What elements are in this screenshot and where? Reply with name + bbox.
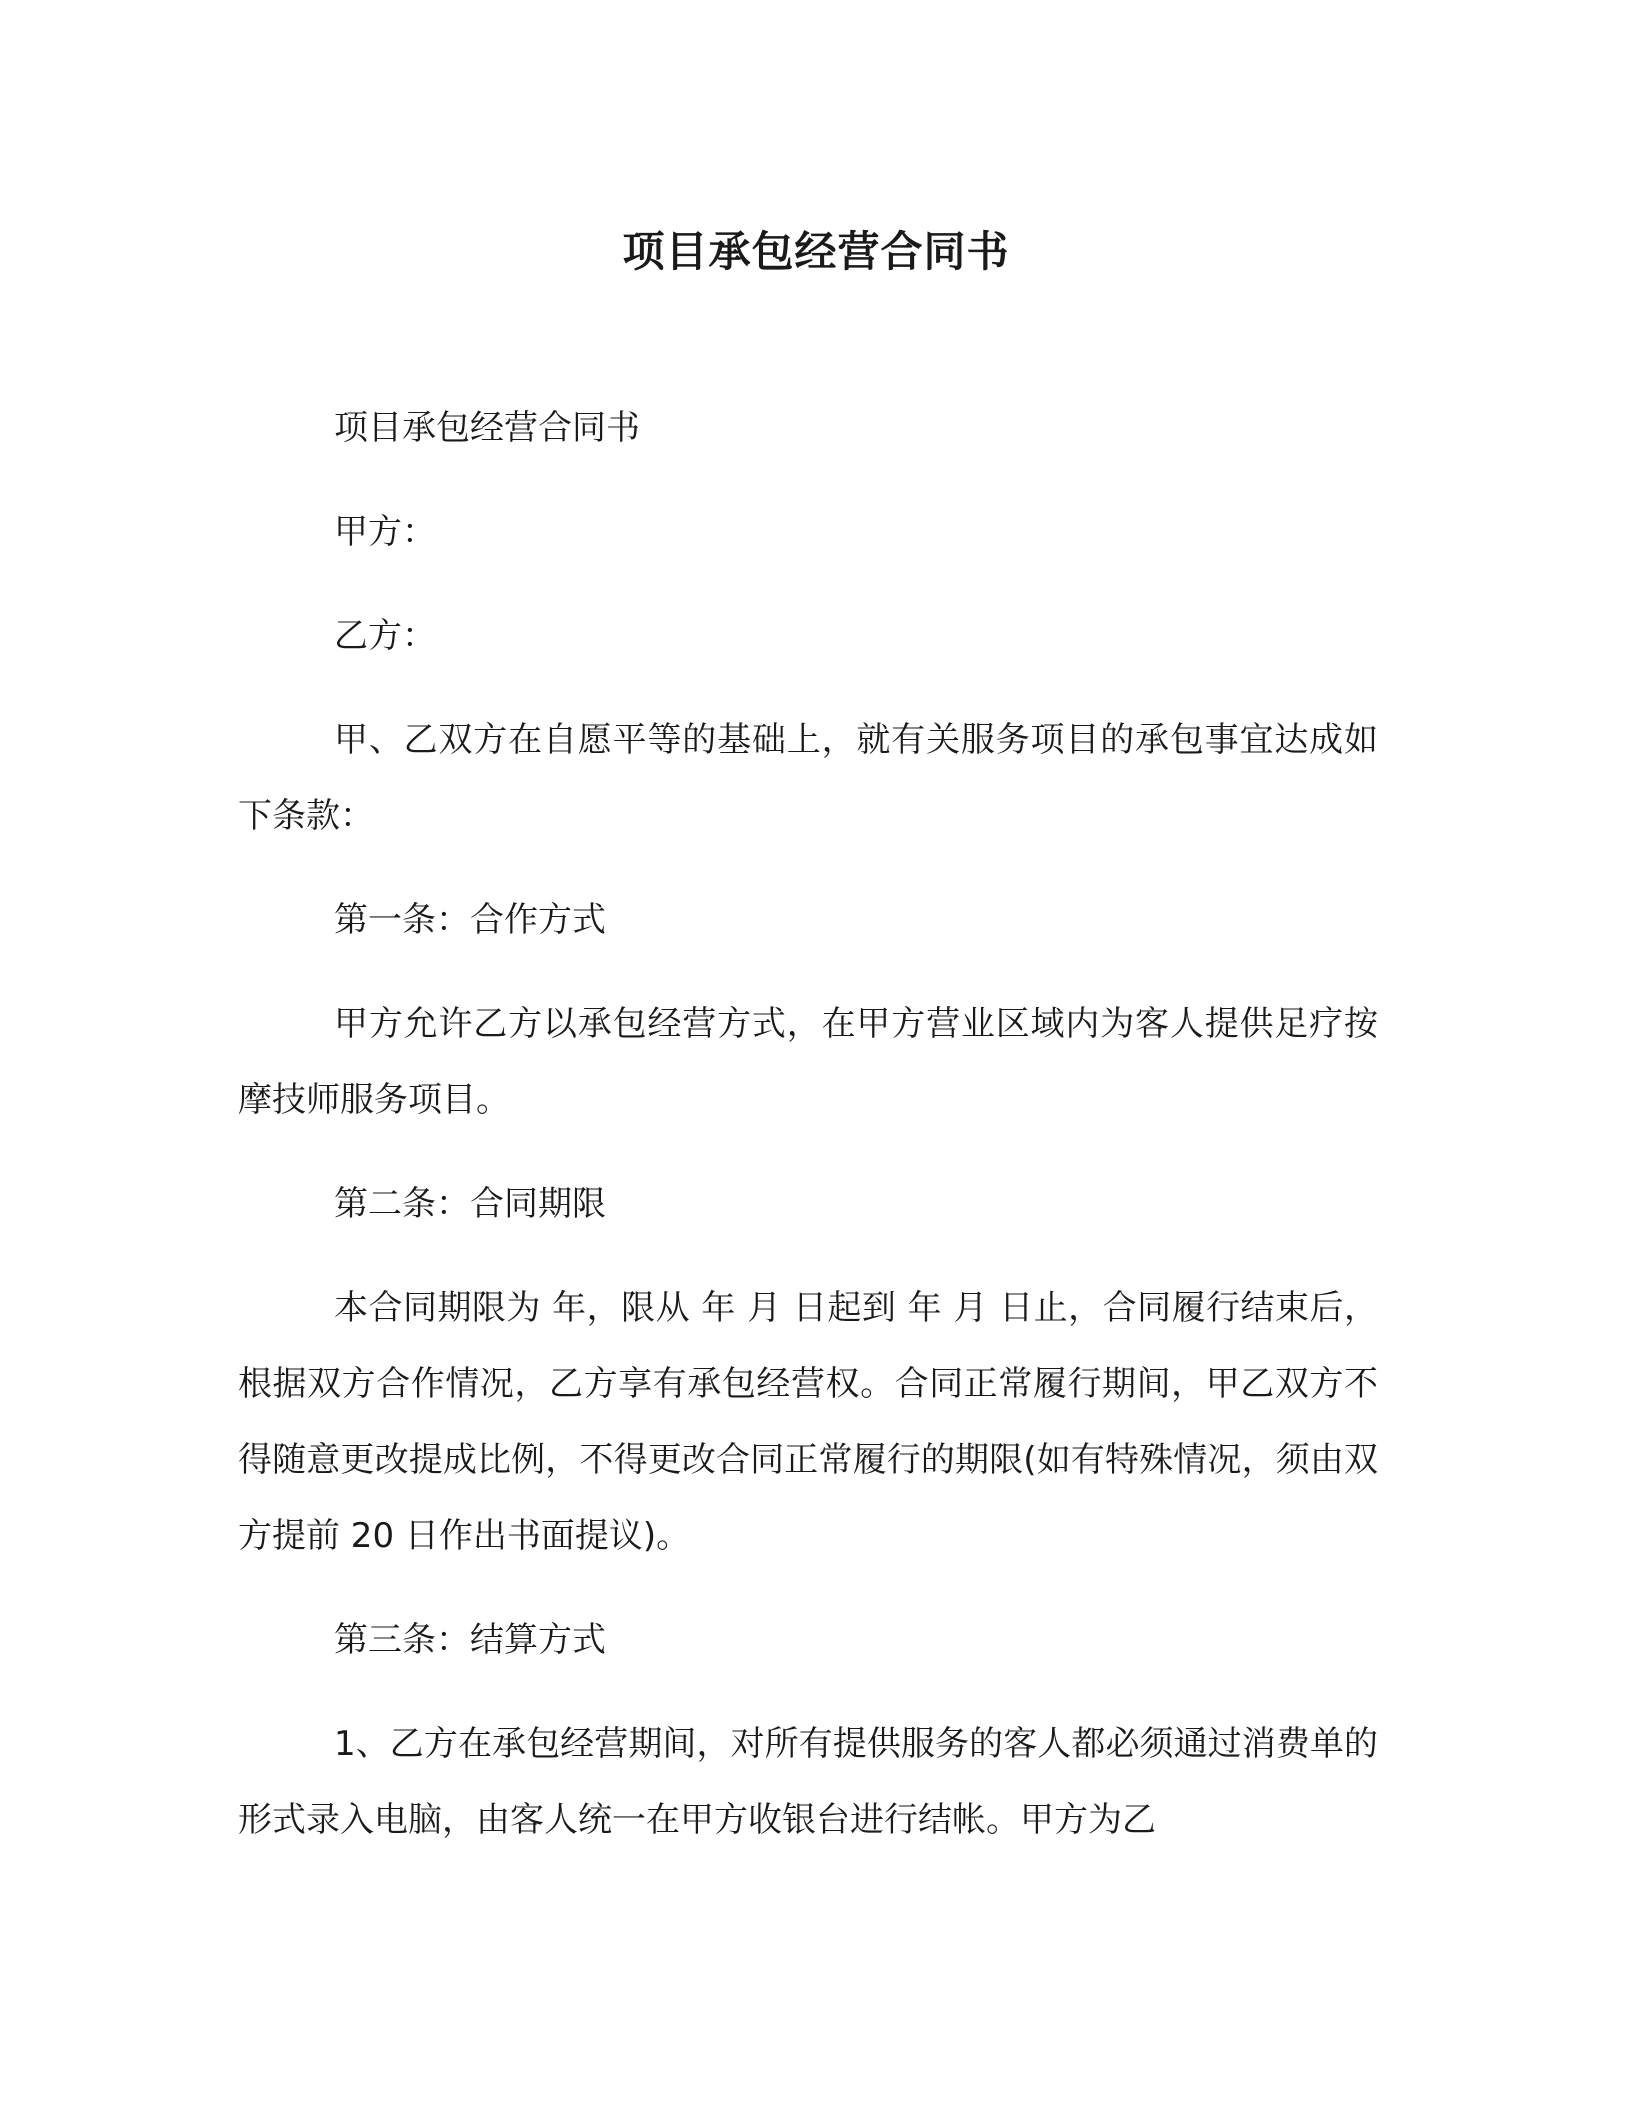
article-3-heading: 第三条：结算方式 [334, 1620, 606, 1660]
paragraph-party-b: 乙方： [334, 616, 436, 656]
article-3-item-1: 1、乙方在承包经营期间，对所有提供服务的客人都必须通过消费单的形式录入电脑，由客人统一在甲方收银台进行结帐。甲方为乙 [238, 1724, 1378, 1840]
paragraph-preamble: 甲、乙双方在自愿平等的基础上，就有关服务项目的承包事宜达成如下条款： [238, 720, 1378, 836]
document-body [238, 390, 1378, 1886]
paragraph-party-a: 甲方： [334, 512, 436, 552]
article-2-heading: 第二条：合同期限 [334, 1184, 606, 1224]
paragraph-subtitle: 项目承包经营合同书 [334, 408, 640, 448]
article-2-text: 本合同期限为 年，限从 年 月 日起到 年 月 日止，合同履行结束后，根据双方合作情况，乙方享有承包经营权。合同正常履行期间，甲乙双方不得随意更改提成比例，不得更改合同正常履行的期限(如有特殊情况，须由双方提前 20 日作出书面提议)。 [238, 1288, 1378, 1556]
document-title: 项目承包经营合同书 [622, 227, 1010, 276]
article-1-text: 甲方允许乙方以承包经营方式，在甲方营业区域内为客人提供足疗按摩技师服务项目。 [238, 1004, 1378, 1120]
article-1-heading: 第一条：合作方式 [334, 900, 606, 940]
